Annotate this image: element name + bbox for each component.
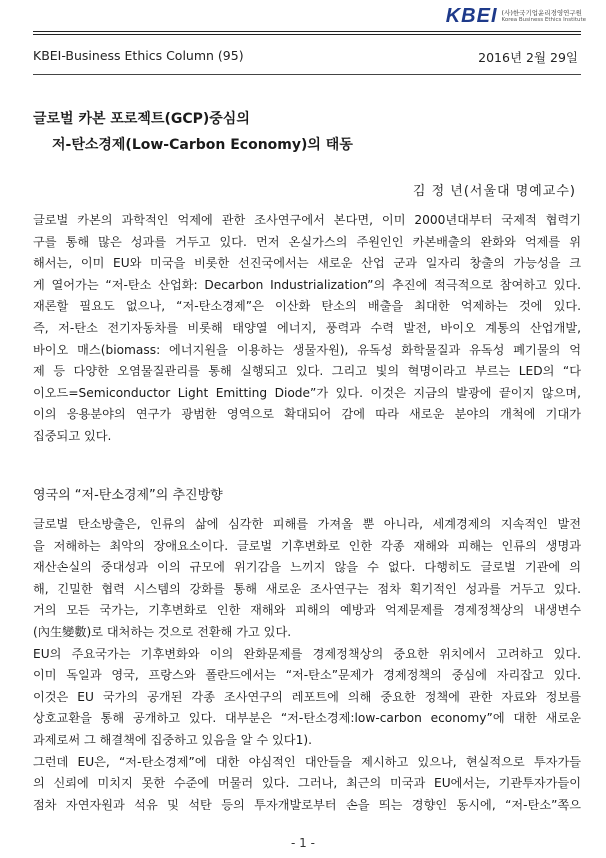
- text-line: 게 열어가는 “저-탄소 산업화: Decarbon Industrialization”의 추진에 적극적으로 참여하고 있다.: [33, 277, 581, 292]
- text-line: 거의 모든 국가는, 기후변화로 인한 재해와 피해의 예방과 억제문제를 경제정책상의 내생변수: [33, 603, 581, 618]
- text-line: 이미 독일과 영국, 프랑스와 폴란드에서는 “저-탄소”문제가 경제정책의 중심에 자리잡고 있다.: [33, 668, 581, 683]
- text-line: 구를 통해 많은 성과를 거두고 있다. 먼저 온실가스의 주원인인 카본배출의 완화와 억제를 위: [33, 234, 581, 249]
- text-line: 이오드=Semiconductor Light Emitting Diode”가 있다. 이것은 지금의 발광에 끝이지 않으며,: [33, 385, 581, 400]
- text-line: 집중되고 있다.: [33, 428, 112, 443]
- column-label: KBEI-Business Ethics Column (95): [33, 48, 244, 63]
- author-byline: 김 정 년(서울대 명예교수): [412, 184, 576, 199]
- text-line: 글로벌 카본의 과학적인 억제에 관한 조사연구에서 본다면, 이미 2000년대부터 국제적 협력기: [33, 213, 581, 227]
- text-line: 즉, 저-탄소 전기자동차를 비롯해 태양열 에너지, 풍력과 수력 발전, 바이오 계통의 산업개발,: [33, 320, 581, 335]
- text-line: 상호교환을 통해 공개하고 있다. 대부분은 “저-탄소경제:low-carbon economy”에 대한 새로운: [33, 711, 581, 726]
- text-line: 이것은 EU 국가의 공개된 각종 조사연구의 레포트에 의해 중요한 정책에 관한 자료와 정보를: [33, 689, 581, 704]
- text-line: 이의 응용분야의 연구가 광범한 영역으로 확대되어 감에 따라 새로운 분야의 개척에 기대가: [33, 407, 581, 422]
- text-line: EU의 주요국가는 기후변화와 이의 완화문제를 경제정책상의 중요한 위치에서 고려하고 있다.: [33, 646, 581, 661]
- text-line: 해, 긴밀한 협력 시스템의 강화를 통해 새로운 조사연구는 점차 획기적인 성과를 거두고 있다.: [33, 581, 581, 596]
- logo-text: [502, 9, 586, 24]
- article-title-line2: 저-탄소경제(Low-Carbon Economy)의 태동: [52, 137, 353, 153]
- text-line: 해서는, 이미 EU와 미국을 비롯한 선진국에서는 새로운 산업 군과 일자리 창출의 가능성을 크: [33, 256, 581, 271]
- header-rule-top: [33, 31, 581, 32]
- text-line: 바이오 매스(biomass: 에너지원을 이용하는 생물자원), 유독성 화학물질과 유독성 폐기물의 억: [33, 342, 581, 357]
- text-line: 과제로써 그 해결책에 집중하고 있음을 알 수 있다1).: [33, 732, 312, 747]
- body-paragraph-section: [33, 514, 581, 816]
- header-rule-double: [33, 34, 581, 35]
- body-paragraph-intro: [33, 210, 581, 448]
- text-line: 을 저해하는 최악의 장애요소이다. 글로벌 기후변화로 인한 각종 재해와 피해는 인류의 생명과: [33, 538, 581, 553]
- text-line: 점차 자연자원과 석유 및 석탄 등의 투자개발로부터 손을 띄는 경향인 동시에, “저-탄소”쪽으: [33, 797, 581, 812]
- text-line: 글로벌 탄소방출은, 인류의 삶에 심각한 피해를 가져올 뿐 아니라, 세계경제의 지속적인 발전: [33, 517, 581, 531]
- logo-mark: KBEI: [445, 5, 498, 27]
- header-rule-bottom: [33, 74, 581, 75]
- section-heading: 영국의 “저-탄소경제”의 추진방향: [33, 488, 223, 503]
- article-title-line1: 글로벌 카본 포로젝트(GCP)중심의: [33, 111, 250, 127]
- institute-logo: [446, 6, 586, 26]
- text-line: 그런데 EU은, “저-탄소경제”에 대한 야심적인 대안들을 제시하고 있으나, 현실적으로 투자가들: [33, 754, 581, 769]
- page-number: - 1 -: [291, 836, 315, 850]
- text-line: (內生變數)로 대처하는 것으로 전환해 가고 있다.: [33, 624, 292, 639]
- column-date: 2016년 2월 29일: [478, 50, 578, 65]
- logo-korean-name: (사)한국기업윤리경영연구원: [501, 8, 582, 17]
- text-line: 재론할 필요도 없으나, “저-탄소경제”은 이산화 탄소의 배출을 최대한 억제하는 것에 있다.: [33, 299, 581, 314]
- text-line: 재산손실의 중대성과 이의 규모에 위기감을 느끼지 않을 수 없다. 다행히도 글로벌 기관에 의: [33, 560, 581, 575]
- text-line: 의 신뢰에 미치지 못한 수준에 머물러 있다. 그러나, 최근의 미국과 EU에서는, 기관투자가들이: [33, 776, 581, 791]
- logo-english-name: Korea Business Ethics Institute: [501, 16, 586, 23]
- text-line: 제 등 다양한 오염물질관리를 통해 실행되고 있다. 그리고 빛의 혁명이라고 부르는 LED의 “다: [33, 364, 581, 379]
